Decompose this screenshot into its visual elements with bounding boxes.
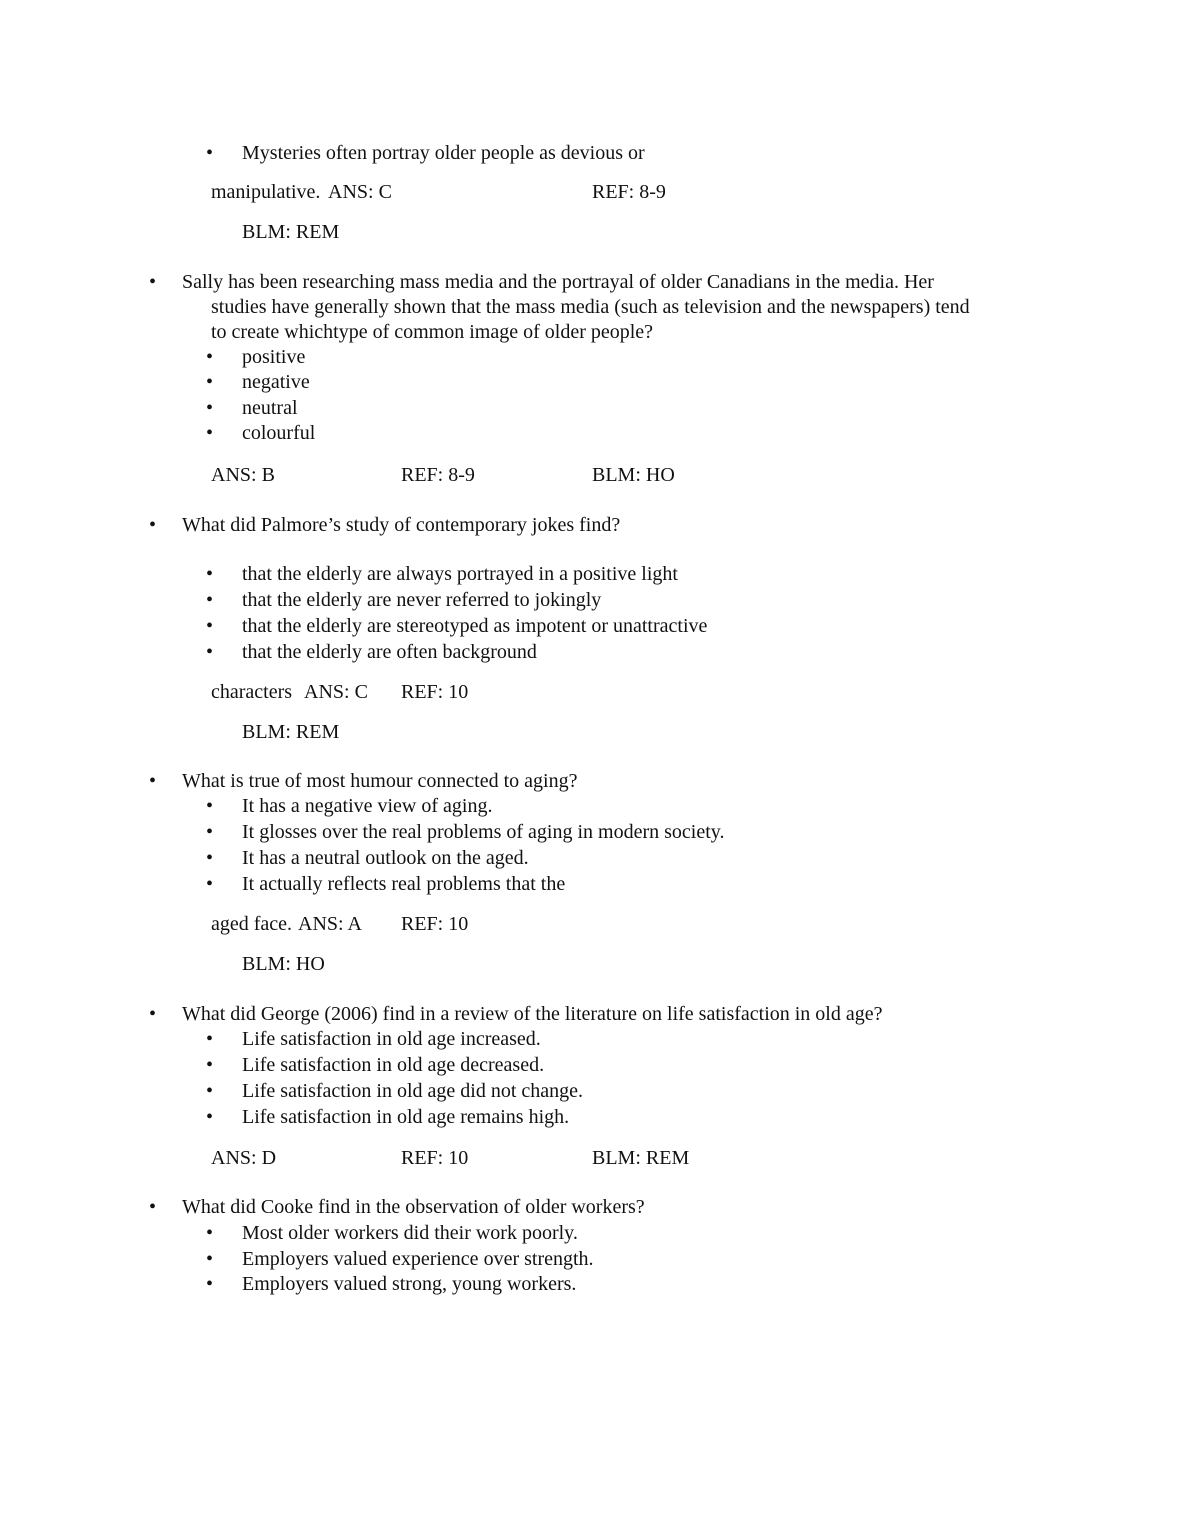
reference: REF: 10: [401, 1147, 469, 1169]
option-a: positive: [242, 346, 306, 368]
question-stem: studies have generally shown that the mass media (such as television and the newspapers) tend: [211, 296, 970, 318]
option-a: Life satisfaction in old age increased.: [242, 1028, 541, 1050]
option-a: It has a negative view of aging.: [242, 795, 493, 817]
reference: REF: 8-9: [401, 464, 475, 486]
question-bullet-icon: •: [149, 1003, 157, 1025]
answer-key: ANS: C: [328, 181, 392, 203]
bullet-icon: •: [206, 371, 214, 393]
bullet-icon: •: [206, 1273, 214, 1295]
option-b: that the elderly are never referred to jokingly: [242, 589, 602, 611]
bloom-level: BLM: REM: [242, 721, 340, 743]
option-a: Most older workers did their work poorly.: [242, 1222, 578, 1244]
answer-key: ANS: C: [304, 681, 368, 703]
bullet-icon: •: [206, 847, 214, 869]
question-stem: What did Palmore’s study of contemporary jokes find?: [182, 514, 621, 536]
bullet-icon: •: [206, 422, 214, 444]
question-stem: to create whichtype of common image of older people?: [211, 321, 654, 343]
question-bullet-icon: •: [149, 1196, 157, 1218]
question-bullet-icon: •: [149, 271, 157, 293]
reference: REF: 10: [401, 913, 469, 935]
bullet-icon: •: [206, 1080, 214, 1102]
question-bullet-icon: •: [149, 770, 157, 792]
bullet-icon: •: [206, 397, 214, 419]
question-stem: What did Cooke find in the observation of older workers?: [182, 1196, 645, 1218]
bullet-icon: •: [206, 615, 214, 637]
question-stem: Sally has been researching mass media and the portrayal of older Canadians in the media. Her: [182, 271, 934, 293]
option-a: that the elderly are always portrayed in a positive light: [242, 563, 678, 585]
option-b: It glosses over the real problems of aging in modern society.: [242, 821, 725, 843]
bullet-icon: •: [206, 1054, 214, 1076]
bloom-level: BLM: REM: [242, 221, 340, 243]
option-d: It actually reflects real problems that the: [242, 873, 566, 895]
question-stem: What is true of most humour connected to aging?: [182, 770, 578, 792]
option-tail: characters: [211, 681, 293, 703]
option-b: Employers valued experience over strength.: [242, 1248, 594, 1270]
bloom-level: BLM: REM: [592, 1147, 690, 1169]
bullet-icon: •: [206, 142, 214, 164]
option-b: Life satisfaction in old age decreased.: [242, 1054, 545, 1076]
answer-key: ANS: A: [298, 913, 362, 935]
option-c: Life satisfaction in old age did not change.: [242, 1080, 584, 1102]
bullet-icon: •: [206, 1028, 214, 1050]
bullet-icon: •: [206, 563, 214, 585]
option-c: It has a neutral outlook on the aged.: [242, 847, 529, 869]
option-d: colourful: [242, 422, 316, 444]
bloom-level: BLM: HO: [242, 953, 325, 975]
option-c: that the elderly are stereotyped as impotent or unattractive: [242, 615, 708, 637]
option-d: Life satisfaction in old age remains high.: [242, 1106, 570, 1128]
bullet-icon: •: [206, 821, 214, 843]
option-d: that the elderly are often background: [242, 641, 537, 663]
question-bullet-icon: •: [149, 514, 157, 536]
answer-key: ANS: B: [211, 464, 275, 486]
option-b: negative: [242, 371, 310, 393]
bullet-icon: •: [206, 1222, 214, 1244]
bullet-icon: •: [206, 1106, 214, 1128]
reference: REF: 8-9: [592, 181, 666, 203]
option-c: Employers valued strong, young workers.: [242, 1273, 577, 1295]
bullet-icon: •: [206, 873, 214, 895]
bullet-icon: •: [206, 1248, 214, 1270]
bullet-icon: •: [206, 346, 214, 368]
question-stem: What did George (2006) find in a review of the literature on life satisfaction in old age?: [182, 1003, 883, 1025]
option-c: neutral: [242, 397, 298, 419]
option-tail: manipulative.: [211, 181, 321, 203]
reference: REF: 10: [401, 681, 469, 703]
bullet-icon: •: [206, 589, 214, 611]
option-tail: aged face.: [211, 913, 293, 935]
option-text: Mysteries often portray older people as devious or: [242, 142, 645, 164]
bloom-level: BLM: HO: [592, 464, 675, 486]
answer-key: ANS: D: [211, 1147, 277, 1169]
bullet-icon: •: [206, 795, 214, 817]
bullet-icon: •: [206, 641, 214, 663]
